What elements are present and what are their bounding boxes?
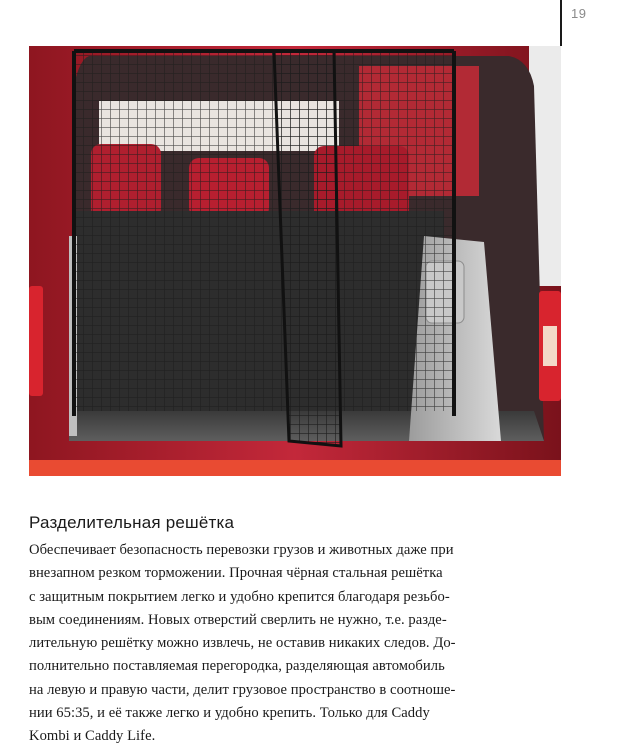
body-line: лительную решётку можно извлечь, не оставив никаких следов. До-	[29, 635, 456, 652]
body-line: вым соединениям. Новых отверстий сверлить не нужно, т.е. разде-	[29, 611, 447, 628]
body-line: с защитным покрытием легко и удобно крепится благодаря резьбо-	[29, 588, 450, 605]
body-line: внезапном резком торможении. Прочная чёрная стальная решётка	[29, 565, 443, 582]
body-line: нии 65:35, и её также легко и удобно крепить. Только для Caddy	[29, 705, 430, 722]
product-photo	[29, 46, 561, 460]
section-heading: Разделительная решётка	[29, 513, 235, 532]
body-line: на левую и правую части, делит грузовое пространство в соотноше-	[29, 681, 456, 698]
accent-bar	[29, 460, 561, 476]
body-text	[29, 539, 549, 749]
page-number: 19	[571, 6, 587, 21]
body-line: Kombi и Caddy Life.	[29, 728, 156, 745]
body-line: Обеспечивает безопасность перевозки грузов и животных даже при	[29, 542, 454, 558]
body-line: полнительно поставляемая перегородка, разделяющая автомобиль	[29, 658, 445, 675]
page-number-rule	[560, 0, 562, 46]
van-cargo-illustration	[29, 46, 561, 460]
